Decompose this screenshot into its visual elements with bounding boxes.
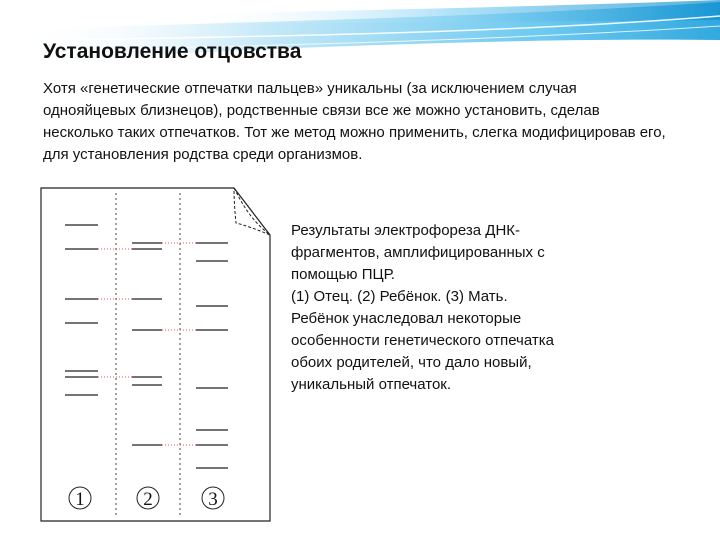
gel-electrophoresis-figure (38, 185, 273, 525)
lane-label-2: 2 (143, 489, 153, 510)
gel-sheet-outline (41, 188, 270, 521)
lane-label-1: 1 (75, 489, 85, 510)
intro-paragraph: Хотя «генетические отпечатки пальцев» уникальны (за исключением случая однояйцевых близнецов), родственные связи все же можно установить, сделав несколько таких отпечатков. Тот же метод можно применить, слегка модифицировав его, для установления родства среди организмов. (43, 80, 666, 163)
figure-caption: Результаты электрофореза ДНК- фрагментов, амплифицированных с помощью ПЦР. (1) Отец. (2) Ребёнок. (3) Мать. Ребёнок унаследовал некоторые особенности генетического отпечатка обоих родителей, что дало новый, уникальный отпечаток. (291, 222, 554, 393)
lane-label-3: 3 (208, 489, 218, 510)
slide-title: Установление отцовства (43, 40, 302, 63)
